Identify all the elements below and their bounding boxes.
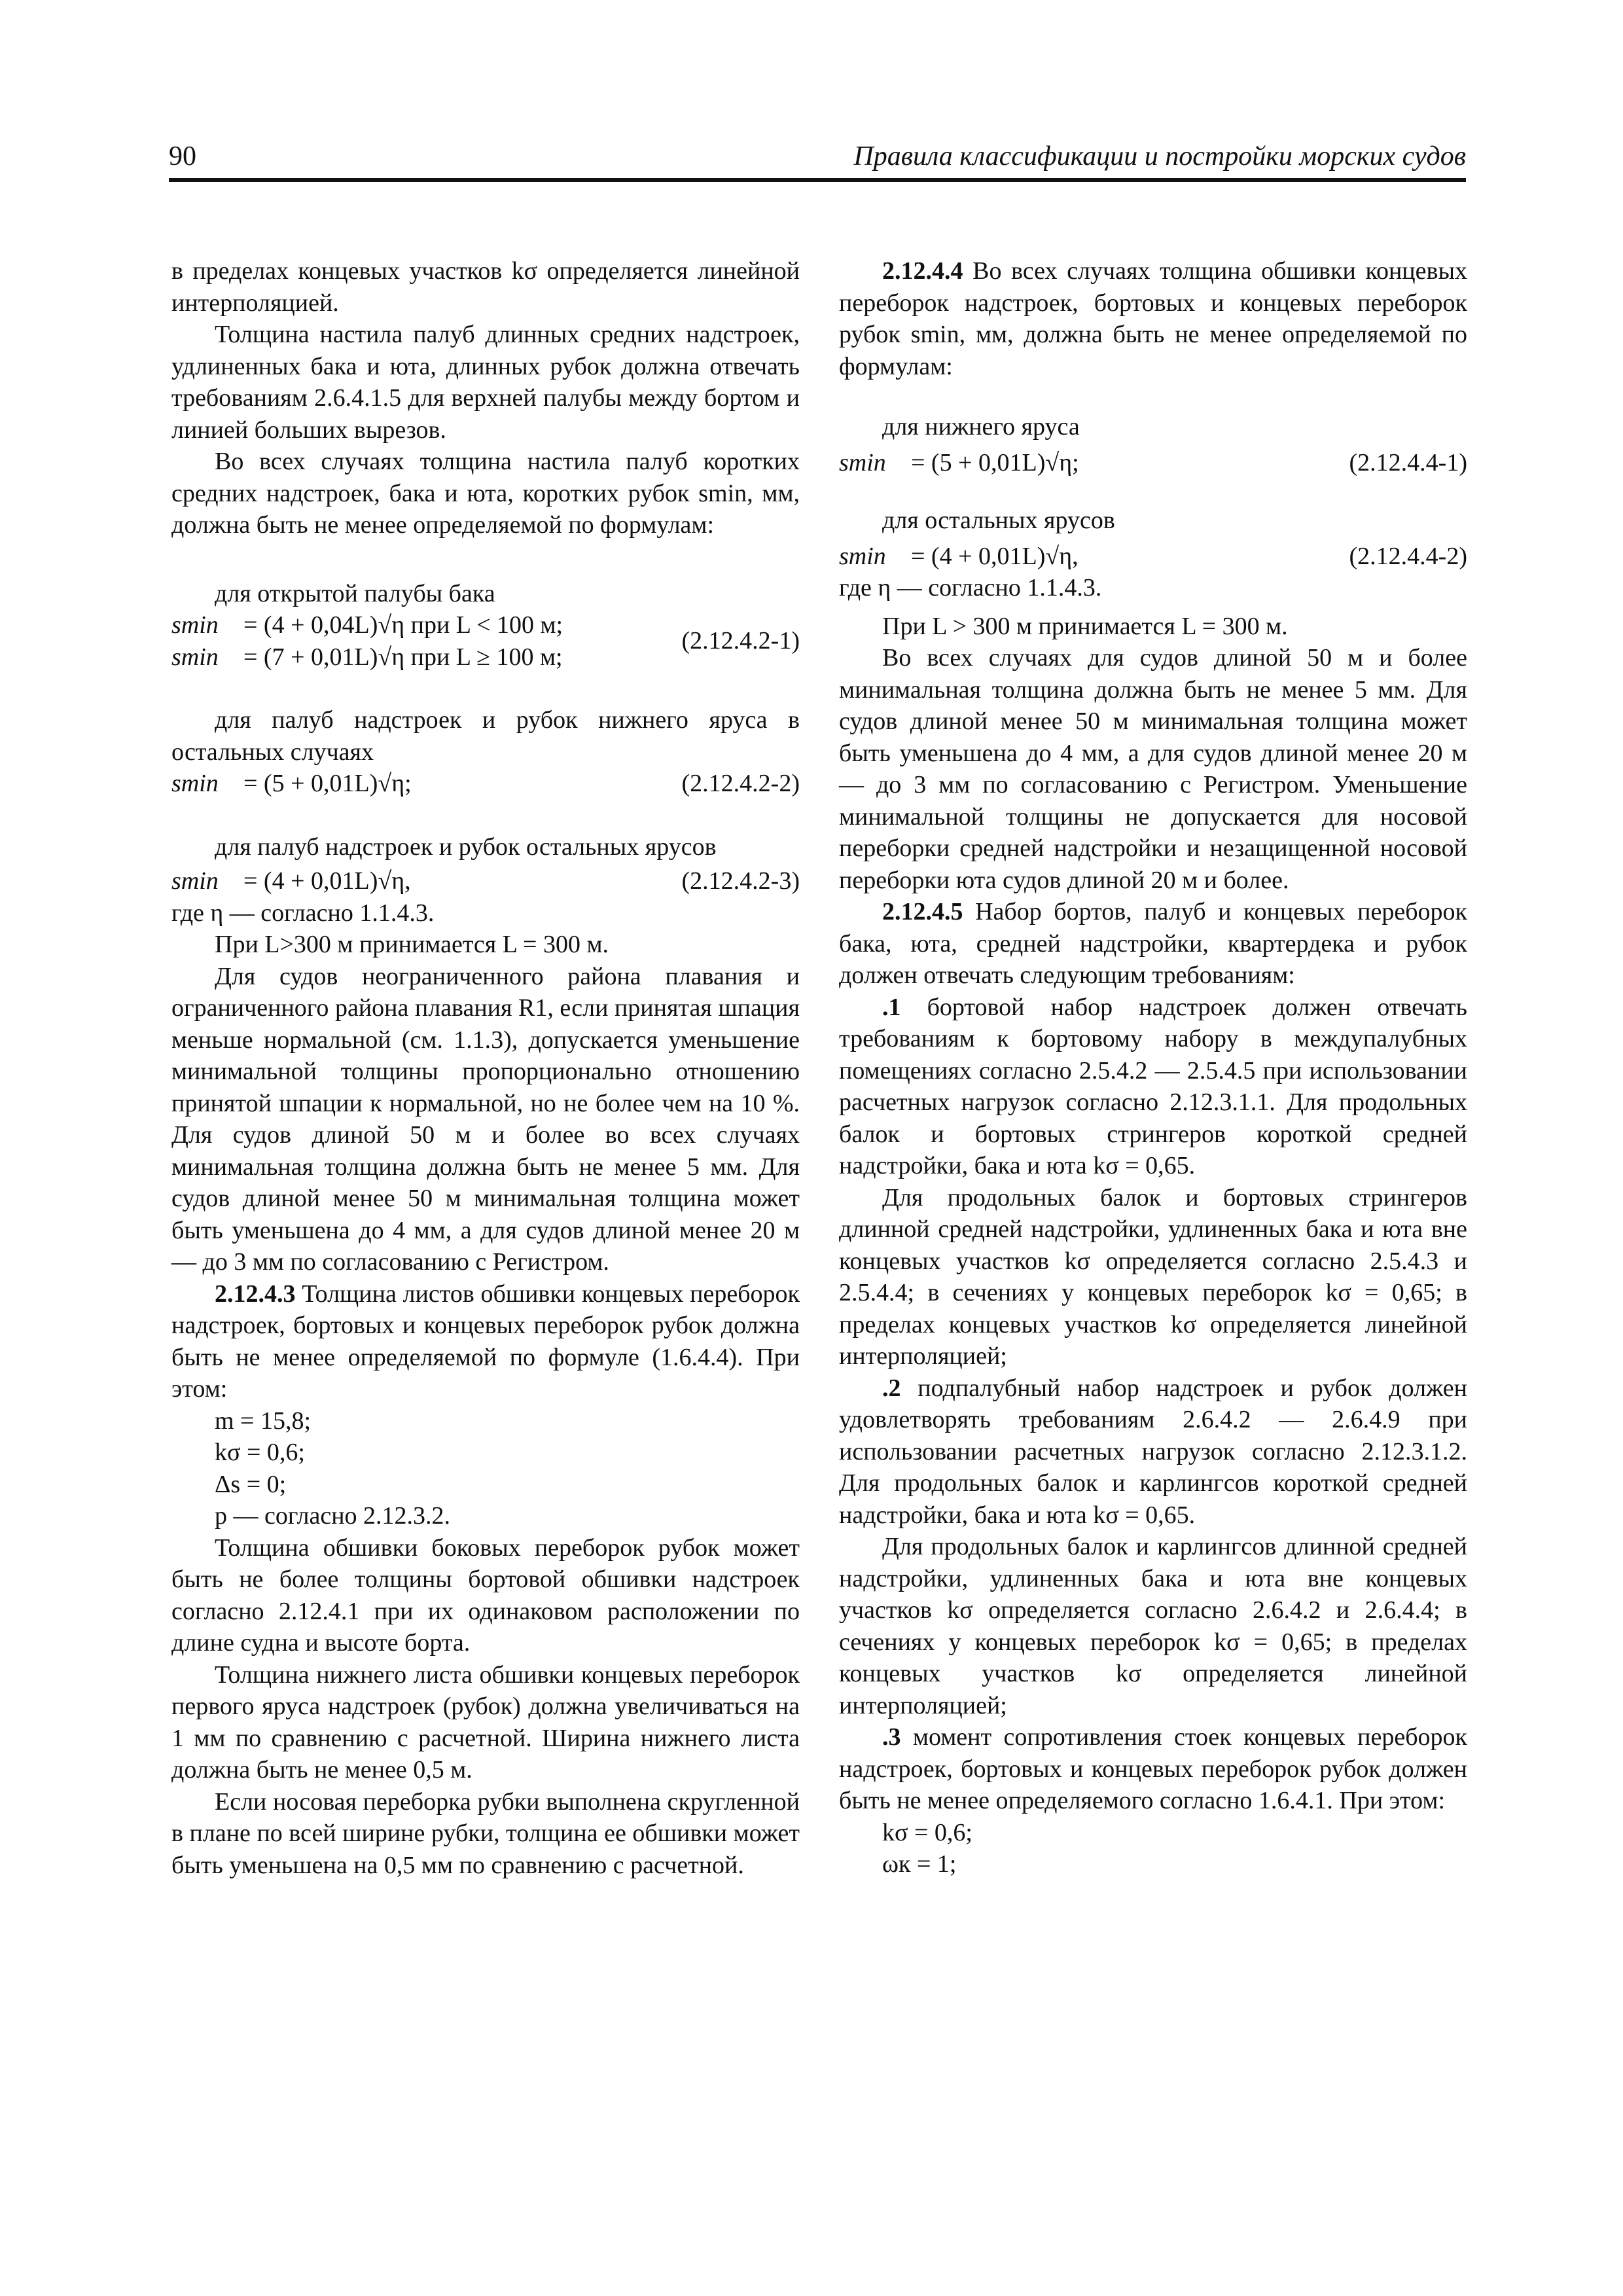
formula-label: для нижнего яруса — [882, 413, 1080, 440]
parameter: kσ = 0,6; — [215, 1439, 305, 1466]
formula-lhs: smin — [171, 770, 219, 797]
page-header — [169, 141, 1466, 175]
equation-number: (2.12.4.4-2) — [1349, 542, 1467, 570]
equation-number: (2.12.4.2-2) — [681, 770, 800, 797]
section-number: 2.12.4.5 — [882, 898, 963, 925]
where-clause: где η — согласно 1.1.4.3. — [171, 899, 435, 927]
parameter: m = 15,8; — [215, 1407, 312, 1435]
formula-expression: = (5 + 0,01L)√η; — [243, 770, 412, 797]
equation-number: (2.12.4.2-3) — [681, 867, 800, 895]
formula-lhs: smin — [171, 867, 219, 895]
formula-2-12-4-2-2 — [171, 768, 800, 800]
paragraph: Если носовая переборка рубки выполнена скругленной в плане по всей ширине рубки, толщина ее обшивки может быть уменьшена на 0,5 мм по сравнению с расчетной. — [171, 1787, 800, 1879]
paragraph-2-12-4-4 — [839, 255, 1467, 382]
parameter: p — согласно 2.12.3.2. — [215, 1502, 451, 1530]
formula-2-12-4-2-3 — [171, 865, 800, 897]
section-number: 2.12.4.4 — [882, 257, 963, 285]
formula-lhs: smin — [171, 611, 219, 639]
right-column — [839, 255, 1467, 1880]
paragraph: Для продольных балок и карлингсов длинной средней надстройки, удлиненных бака и юта вне концевых участков kσ определяется согласно 2.6.4.2 и 2.6.4.4; в сечениях у концевых переборок kσ = 0,65; в пределах концевых участков kσ определяется линейной интерполяцией; — [839, 1533, 1467, 1719]
formula-expression: = (4 + 0,01L)√η, — [243, 867, 411, 895]
item-number: .1 — [882, 993, 901, 1021]
paragraph: в пределах концевых участков kσ определяется линейной интерполяцией. — [171, 257, 800, 317]
left-column — [171, 255, 800, 1881]
section-text: Во всех случаях толщина обшивки концевых переборок надстроек, бортовых и концевых переборок рубок smin, мм, должна быть не менее определяемой по формулам: — [839, 257, 1467, 380]
formula-expression: = (7 + 0,01L)√η при L ≥ 100 м; — [243, 643, 563, 671]
list-item-1 — [839, 992, 1467, 1182]
item-text: момент сопротивления стоек концевых переборок надстроек, бортовых и концевых переборок рубок должен быть не менее определяемого согласно 1.6.4.1. При этом: — [839, 1723, 1467, 1814]
list-item-3 — [839, 1721, 1467, 1817]
paragraph: Толщина нижнего листа обшивки концевых переборок первого яруса надстроек (рубок) должна увеличиваться на 1 мм по сравнению с расчетной. Ширина нижнего листа должна быть не менее 0,5 м. — [171, 1660, 800, 1784]
list-item-2 — [839, 1372, 1467, 1532]
parameter: kσ = 0,6; — [882, 1818, 972, 1846]
header-rule — [169, 178, 1466, 182]
paragraph: Толщина обшивки боковых переборок рубок может быть не более толщины бортовой обшивки надстроек согласно 2.12.4.1 при их одинаковом расположении по длине судна и высоте борта. — [171, 1534, 800, 1657]
formula-label: для палуб надстроек и рубок нижнего яруса в остальных случаях — [171, 706, 800, 766]
paragraph: При L>300 м принимается L = 300 м. — [215, 931, 609, 958]
running-title: Правила классификации и постройки морских судов — [853, 141, 1466, 171]
paragraph-2-12-4-3 — [171, 1278, 800, 1405]
item-number: .3 — [882, 1723, 901, 1751]
paragraph: Для продольных балок и бортовых стрингеров длинной средней надстройки, удлиненных бака и юта вне концевых участков kσ определяется согласно 2.5.4.3 и 2.5.4.4; в сечениях у концевых переборок kσ = 0,65; в пределах концевых участков kσ определяется линейной интерполяцией; — [839, 1183, 1467, 1370]
paragraph-2-12-4-5 — [839, 896, 1467, 992]
formula-2-12-4-2-1 — [171, 609, 800, 673]
formula-2-12-4-4-2 — [839, 541, 1467, 573]
parameter: ωк = 1; — [882, 1850, 957, 1878]
formula-label: для палуб надстроек и рубок остальных ярусов — [215, 833, 717, 861]
section-number: 2.12.4.3 — [215, 1280, 296, 1308]
section-text: Набор бортов, палуб и концевых переборок бака, юта, средней надстройки, квартердека и рубок должен отвечать следующим требованиям: — [839, 898, 1467, 989]
paragraph: При L > 300 м принимается L = 300 м. — [882, 612, 1288, 640]
section-text: Толщина листов обшивки концевых переборок надстроек, бортовых и концевых переборок рубок должна быть не менее определяемой по формуле (1.6.4.4). При этом: — [171, 1280, 800, 1403]
where-clause: где η — согласно 1.1.4.3. — [839, 574, 1102, 601]
paragraph: Во всех случаях для судов длиной 50 м и более минимальная толщина должна быть не менее 5 мм. Для судов длиной менее 50 м минимальная толщина может быть уменьшена до 4 мм, а для судов длиной менее 20 м — до 3 мм по согласованию с Регистром. Уменьшение минимальной толщины не допускается для носовой переборки средней надстройки и незащищенной носовой переборки юта судов длиной 20 м и более. — [839, 644, 1467, 894]
formula-label: для остальных ярусов — [882, 507, 1115, 534]
paragraph: Толщина настила палуб длинных средних надстроек, удлиненных бака и юта, длинных рубок должна отвечать требованиям 2.6.4.1.5 для верхней палубы между бортом и линией больших вырезов. — [171, 321, 800, 444]
page-number: 90 — [169, 141, 196, 171]
item-text: бортовой набор надстроек должен отвечать требованиям к бортовому набору в междупалубных помещениях согласно 2.5.4.2 — 2.5.4.5 при использовании расчетных нагрузок согласно 2.12.3.1.1. Для продольных балок и бортовых стрингеров короткой средней надстройки, бака и юта kσ = 0,65. — [839, 993, 1467, 1179]
equation-number: (2.12.4.2-1) — [681, 627, 800, 655]
formula-label: для открытой палубы бака — [215, 579, 495, 607]
paragraph: Для судов неограниченного района плавания и ограниченного района плавания R1, если принятая шпация меньше нормальной (см. 1.1.3), допускается уменьшение минимальной толщины пропорционально отношению принятой шпации к нормальной, но не более чем на 10 %. Для судов длиной 50 м и более во всех случаях минимальная толщина должна быть не менее 5 мм. Для судов длиной менее 50 м минимальная толщина может быть уменьшена до 4 мм, а для судов длиной менее 20 м — до 3 мм по согласованию с Регистром. — [171, 962, 800, 1276]
formula-lhs: smin — [171, 643, 219, 671]
paragraph: Во всех случаях толщина настила палуб коротких средних надстроек, бака и юта, коротких рубок smin, мм, должна быть не менее определяемой по формулам: — [171, 448, 800, 539]
equation-number: (2.12.4.4-1) — [1349, 448, 1467, 476]
formula-2-12-4-4-1 — [839, 447, 1467, 479]
formula-expression: = (4 + 0,01L)√η, — [911, 542, 1079, 570]
item-number: .2 — [882, 1374, 901, 1402]
item-text: подпалубный набор надстроек и рубок должен удовлетворять требованиям 2.6.4.2 — 2.6.4.9 при использовании расчетных нагрузок согласно 2.12.3.1.2. Для продольных балок и карлингсов короткой средней надстройки, бака и юта kσ = 0,65. — [839, 1374, 1467, 1529]
formula-expression: = (4 + 0,04L)√η при L < 100 м; — [243, 611, 563, 639]
formula-expression: = (5 + 0,01L)√η; — [911, 448, 1079, 476]
formula-lhs: smin — [839, 542, 886, 570]
parameter: Δs = 0; — [215, 1470, 287, 1498]
formula-lhs: smin — [839, 448, 886, 476]
